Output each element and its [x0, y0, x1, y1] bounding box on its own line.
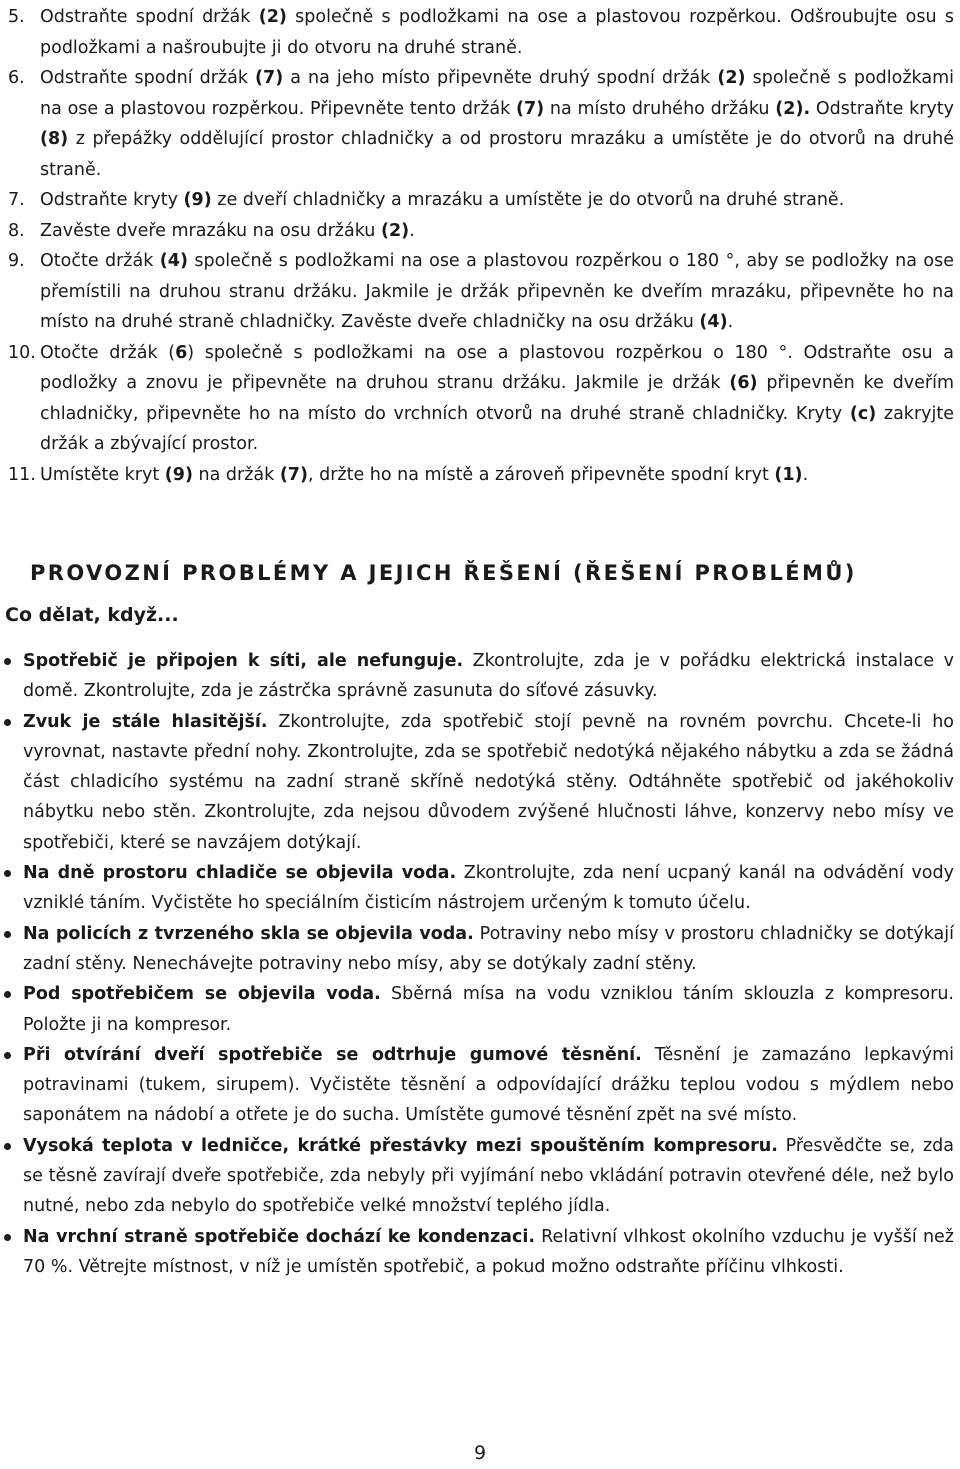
- problem-title: Na dně prostoru chladiče se objevila voda.: [23, 863, 457, 884]
- section-heading: PROVOZNÍ PROBLÉMY A JEJICH ŘEŠENÍ (ŘEŠENÍ PROBLÉMŮ): [30, 561, 857, 585]
- bullet-icon: [4, 931, 11, 938]
- problem-text: Relativní vlhkost okolního vzduchu je vyšší než 70 %. Větrejte místnost, v níž je umístěn spotřebič, a pokud možno odstraňte příčinu vlhkosti.: [23, 1226, 954, 1277]
- step-text: Odstraňte kryty (9) ze dveří chladničky a mrazáku a umístěte je do otvorů na druhé straně.: [40, 190, 845, 210]
- problem-title: Při otvírání dveří spotřebiče se odtrhuje gumové těsnění.: [23, 1044, 642, 1065]
- step-number: 9.: [8, 251, 25, 271]
- problem-title: Spotřebič je připojen k síti, ale nefunguje.: [23, 651, 464, 671]
- step-number: 10.: [8, 342, 36, 363]
- problem-title: Na policích z tvrzeného skla se objevila voda.: [23, 923, 474, 944]
- step-text: Umístěte kryt (9) na držák (7), držte ho na místě a zároveň připevněte spodní kryt (1).: [40, 464, 809, 485]
- bullet-icon: [4, 658, 11, 665]
- installation-steps: [8, 2, 954, 490]
- step-text: Odstraňte spodní držák (7) a na jeho místo připevněte druhý spodní držák (2) společně s podložkami na ose a plastovou rozpěrkou. Připevněte tento držák (7) na místo druhého držáku (2). Odstraňte kryty (8) z přepážky oddělující prostor chladničky a od prostoru mrazáku a umístěte je do otvorů na druhé straně.: [40, 68, 954, 180]
- step-number: 6.: [8, 68, 25, 88]
- problem-item: [0, 707, 954, 858]
- problem-text: Potraviny nebo mísy v prostoru chladničky se dotýkají zadní stěny. Nenechávejte potraviny nebo mísy, aby se dotýkaly zadní stěny.: [23, 923, 954, 974]
- step-item: [8, 185, 954, 216]
- step-item: [8, 338, 954, 460]
- page-number: 9: [473, 1442, 487, 1464]
- problem-item: [0, 858, 954, 919]
- subheading: Co dělat, když...: [5, 604, 179, 626]
- problem-text: Přesvědčte se, zda se těsně zavírají dveře spotřebiče, zda nebyly při vyjímání nebo vkládání potravin otevřené déle, než bylo nutné, nebo zda nebylo do spotřebiče velké množství teplého jídla.: [23, 1135, 954, 1217]
- bullet-icon: [4, 1052, 11, 1059]
- step-number: 11.: [8, 464, 36, 485]
- step-item: [8, 63, 954, 185]
- bullet-icon: [4, 719, 11, 726]
- step-text: Otočte držák (4) společně s podložkami na ose a plastovou rozpěrkou o 180 °, aby se podložky na ose přemístili na druhou stranu držáku. Jakmile je držák připevněn ke dveřím mrazáku, připevněte ho na místo na druhé straně chladničky. Zavěste dveře chladničky na osu držáku (4).: [40, 251, 954, 332]
- problem-list: [0, 646, 954, 1282]
- problem-text: Sběrná mísa na vodu vzniklou táním sklouzla z kompresoru. Položte ji na kompresor.: [23, 984, 954, 1035]
- problem-text: Zkontrolujte, zda spotřebič stojí pevně na rovném povrchu. Chcete-li ho vyrovnat, nastavte přední nohy. Zkontrolujte, zda se spotřebič nedotýká nějakého nábytku a zda se žádná část chladicího systému na zadní straně skříně nedotýká stěny. Odtáhněte spotřebič od jakéhokoliv nábytku nebo stěn. Zkontrolujte, zda nejsou důvodem zvýšené hlučnosti láhve, konzervy nebo mísy ve spotřebiči, které se navzájem dotýkají.: [23, 711, 954, 853]
- problem-item: [0, 1222, 954, 1283]
- step-item: [8, 216, 954, 247]
- step-item: [8, 2, 954, 63]
- step-text: Otočte držák (6) společně s podložkami na ose a plastovou rozpěrkou o 180 °. Odstraňte osu a podložky a znovu je připevněte na druhou stranu držáku. Jakmile je držák (6) připevněn ke dveřím chladničky, připevněte ho na místo do vrchních otvorů na druhé straně chladničky. Kryty (c) zakryjte držák a zbývající prostor.: [40, 342, 954, 454]
- problem-title: Pod spotřebičem se objevila voda.: [23, 984, 381, 1005]
- step-number: 7.: [8, 190, 25, 210]
- step-text: Zavěste dveře mrazáku na osu držáku (2).: [40, 220, 415, 241]
- problem-title: Vysoká teplota v ledničce, krátké přestávky mezi spouštěním kompresoru.: [23, 1135, 778, 1156]
- problem-title: Na vrchní straně spotřebiče dochází ke kondenzaci.: [23, 1226, 536, 1247]
- problem-item: [0, 979, 954, 1040]
- problem-text: Zkontrolujte, zda je v pořádku elektrická instalace v domě. Zkontrolujte, zda je zástrčka správně zasunuta do síťové zásuvky.: [23, 651, 954, 702]
- problem-text: Zkontrolujte, zda není ucpaný kanál na odvádění vody vzniklé táním. Vyčistěte ho speciálním čisticím nástrojem určeným k tomuto účelu.: [23, 863, 954, 914]
- step-text: Odstraňte spodní držák (2) společně s podložkami na ose a plastovou rozpěrkou. Odšroubujte osu s podložkami a našroubujte ji do otvoru na druhé straně.: [40, 7, 954, 58]
- bullet-icon: [4, 1234, 11, 1241]
- problem-item: [0, 919, 954, 980]
- bullet-icon: [4, 1143, 11, 1150]
- step-item: [8, 460, 954, 491]
- step-number: 8.: [8, 220, 25, 241]
- step-item: [8, 246, 954, 338]
- problem-text: Těsnění je zamazáno lepkavými potravinami (tukem, sirupem). Vyčistěte těsnění a odpovídající drážku teplou vodou s mýdlem nebo saponátem na nádobí a otřete je do sucha. Umístěte gumové těsnění zpět na své místo.: [23, 1044, 955, 1126]
- bullet-icon: [4, 870, 11, 877]
- bullet-icon: [4, 991, 11, 998]
- problem-item: [0, 1040, 954, 1131]
- problem-item: [0, 1131, 954, 1222]
- problem-item: [0, 646, 954, 707]
- step-number: 5.: [8, 7, 25, 27]
- problem-title: Zvuk je stále hlasitější.: [23, 711, 268, 732]
